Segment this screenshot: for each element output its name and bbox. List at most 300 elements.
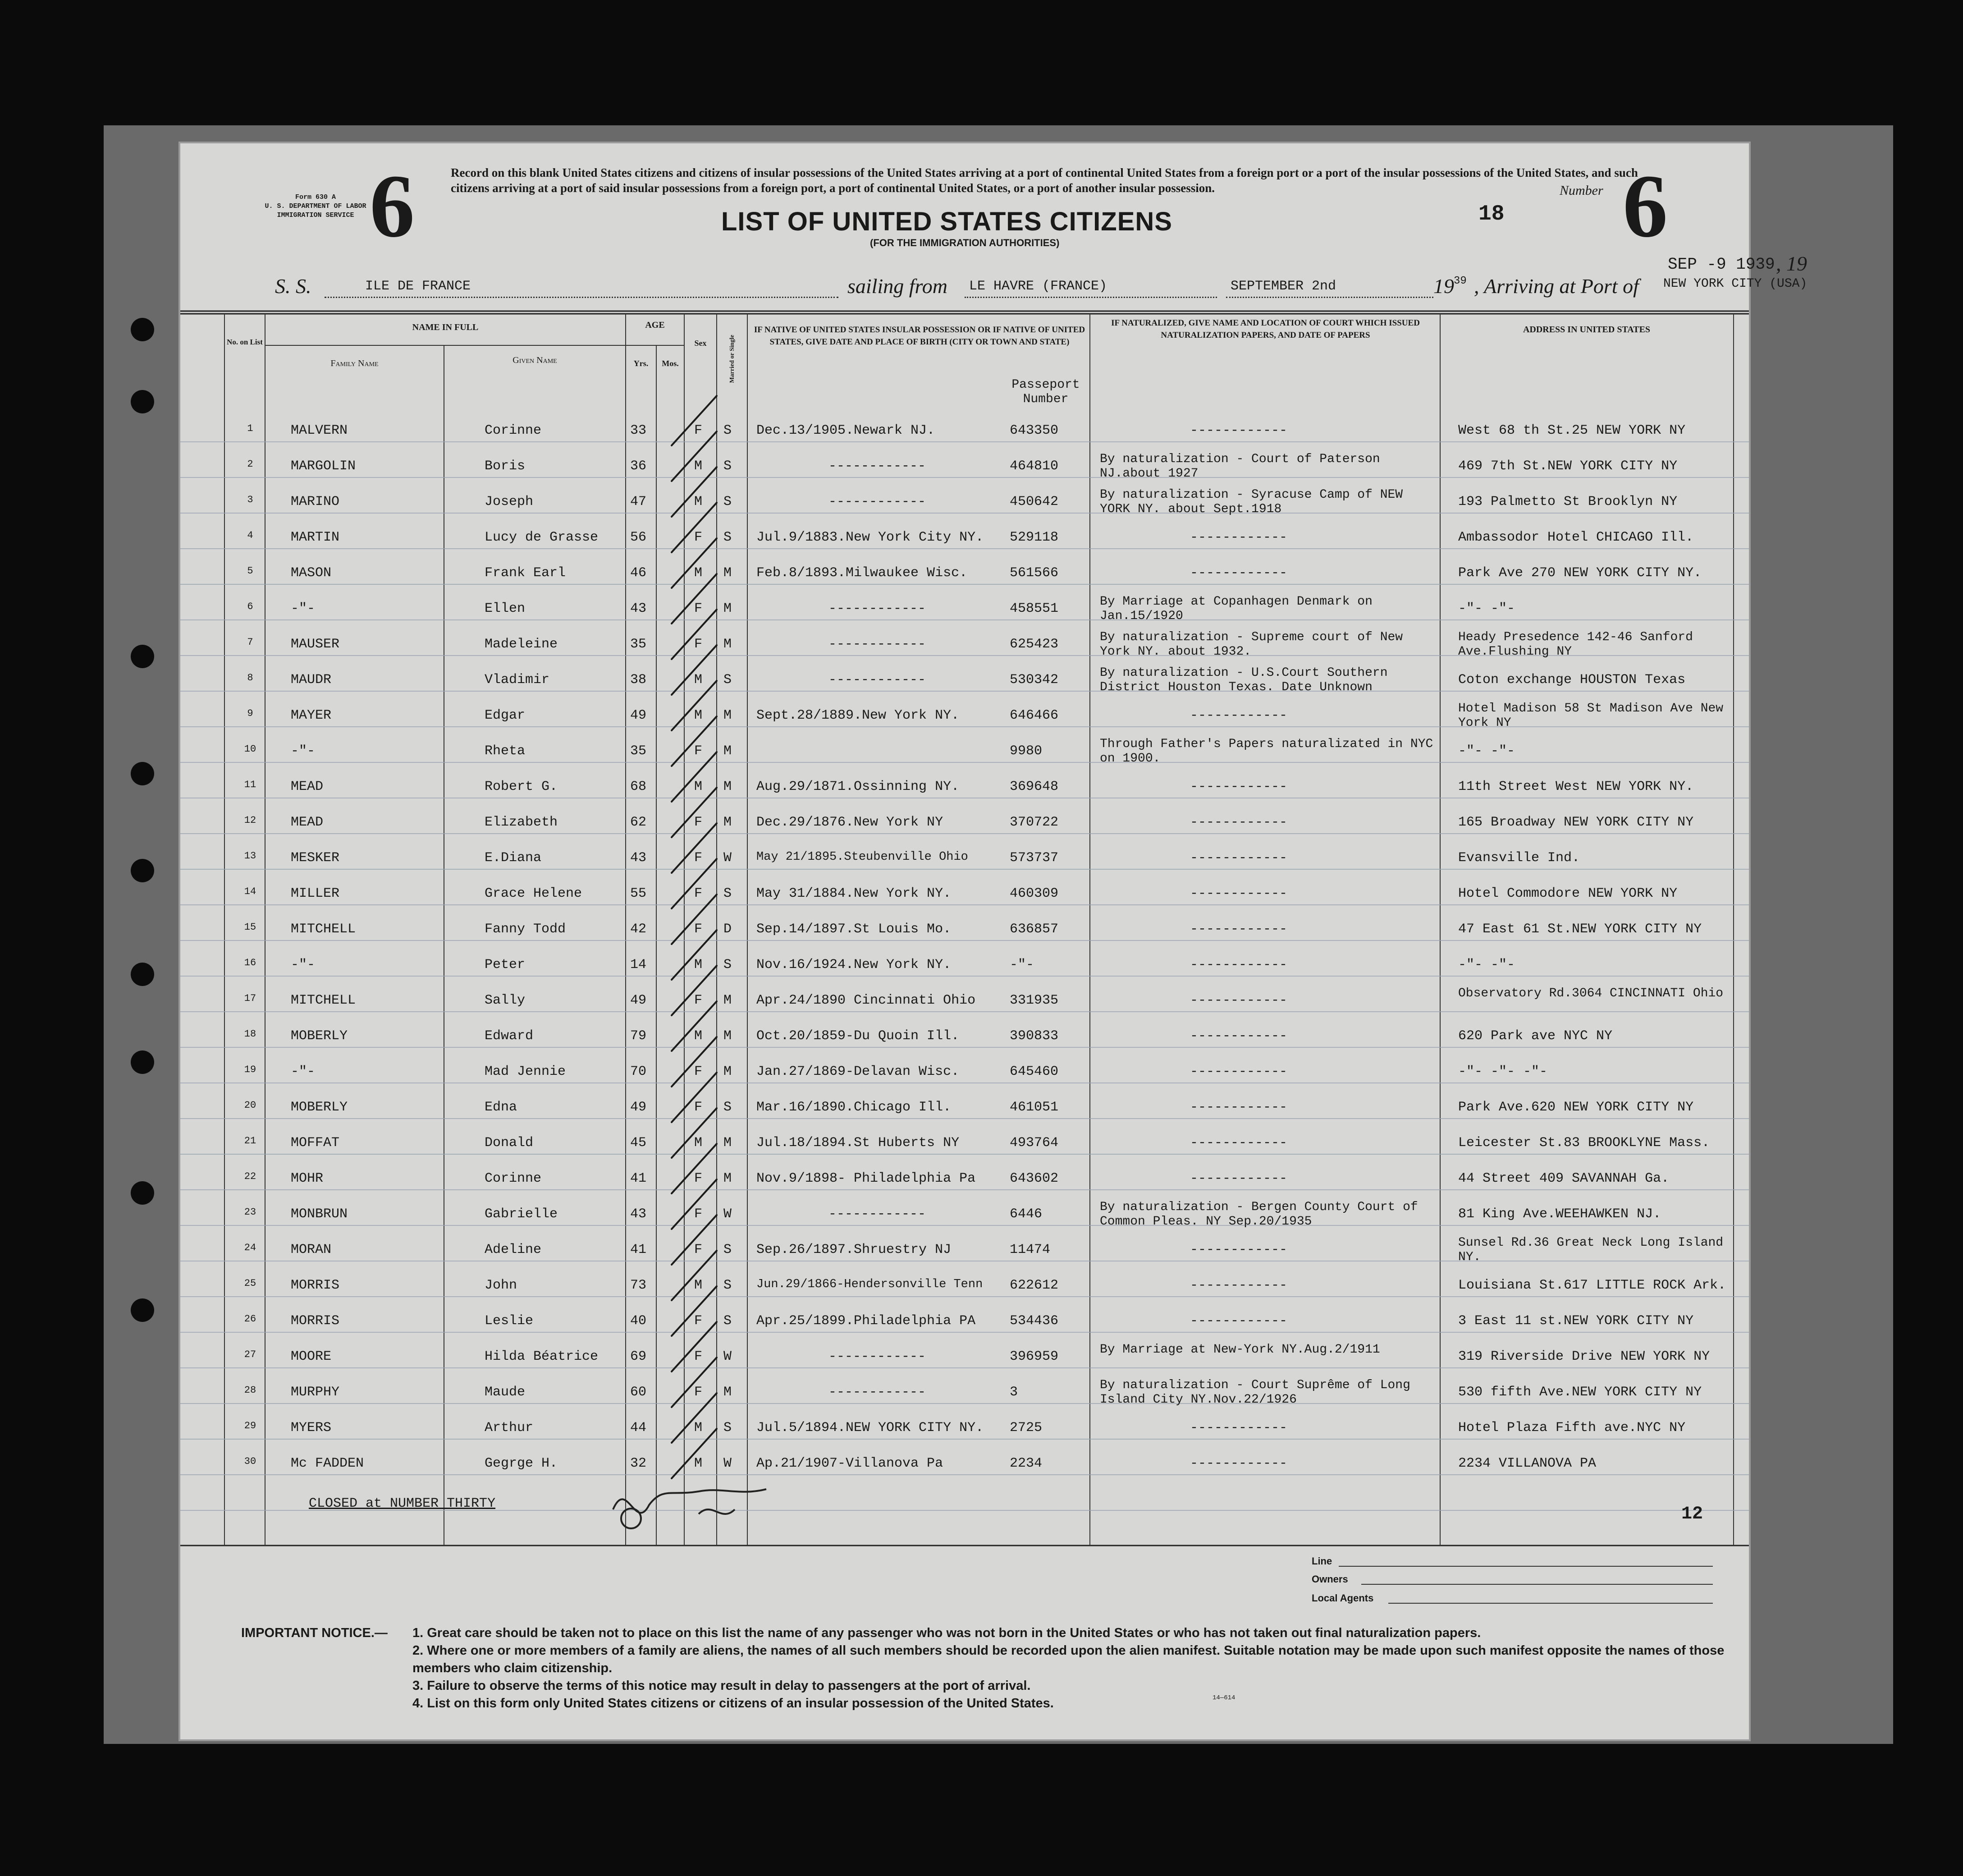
family-name: MOBERLY [291,1100,348,1115]
given-name: Hilda Béatrice [485,1349,599,1364]
marital-status: M [723,708,732,723]
naturalization-detail: ------------ [1190,565,1288,581]
passport-number: 461051 [1010,1100,1059,1115]
row-number: 13 [244,850,256,862]
row-number: 20 [244,1100,256,1111]
passport-number: 573737 [1010,850,1059,866]
sex: M [694,459,703,474]
passport-number: 2234 [1010,1456,1043,1471]
given-name: Grace Helene [485,886,582,901]
given-name: Edna [485,1100,517,1115]
family-name: -"- [291,743,316,759]
header-family-name: Family Name [330,358,379,368]
naturalization-detail: ------------ [1190,886,1288,901]
birth-date-place: ------------ [828,459,926,474]
birth-date-place: May 31/1884.New York NY. [756,886,952,901]
local-agents-label: Local Agents [1312,1592,1374,1604]
passport-number: -"- [1010,957,1034,972]
naturalization-detail: ------------ [1190,993,1288,1008]
family-name: Mc FADDEN [291,1456,364,1471]
age-years: 49 [630,708,647,723]
sex: F [694,1349,703,1364]
service-label: IMMIGRATION SERVICE [277,211,354,219]
family-name: -"- [291,1064,316,1079]
sex: F [694,886,703,901]
row-number: 18 [244,1028,256,1040]
age-years: 56 [630,530,647,545]
birth-date-place: Jul.18/1894.St Huberts NY [756,1135,960,1151]
age-years: 43 [630,1206,647,1222]
binder-hole [131,645,154,668]
binder-hole [131,390,154,413]
marital-status: S [723,459,732,474]
arrival-date-stamp: SEP -9 1939 [1668,255,1775,274]
header-married-single: Married or Single [729,335,736,383]
us-address: Hotel Plaza Fifth ave.NYC NY [1458,1420,1686,1436]
family-name: MEAD [291,779,324,794]
us-address: 530 fifth Ave.NEW YORK CITY NY [1458,1385,1702,1400]
departure-port: LE HAVRE (FRANCE) [969,279,1107,294]
birth-date-place: Jul.5/1894.NEW YORK CITY NY. [756,1420,984,1436]
marital-status: M [723,601,732,616]
age-years: 47 [630,494,647,509]
header-passport-number: Passeport Number [1011,378,1080,406]
passport-number: 11474 [1010,1242,1051,1257]
row-number: 12 [244,815,256,826]
age-years: 73 [630,1278,647,1293]
naturalization-detail: ------------ [1190,815,1288,830]
given-name: Vladimir [485,672,550,688]
passport-number: 493764 [1010,1135,1059,1151]
marital-status: S [723,1278,732,1293]
given-name: Joseph [485,494,534,509]
page-title: LIST OF UNITED STATES CITIZENS [721,207,1172,236]
marital-status: S [723,530,732,545]
birth-date-place: Aug.29/1871.Ossinning NY. [756,779,960,794]
us-address: Coton exchange HOUSTON Texas [1458,672,1686,688]
sex: M [694,1420,703,1436]
line-label: Line [1312,1555,1332,1567]
row-number: 10 [244,743,256,755]
binder-hole [131,318,154,341]
age-years: 33 [630,423,647,438]
row-number: 24 [244,1242,256,1253]
notice-items [412,1624,1747,1712]
marital-status: S [723,494,732,509]
birth-date-place: Sep.14/1897.St Louis Mo. [756,922,952,937]
passport-number: 622612 [1010,1278,1059,1293]
given-name: Corinne [485,1171,542,1186]
marital-status: M [723,743,732,759]
naturalization-detail: ------------ [1190,1242,1288,1257]
sex: M [694,565,703,581]
notice-lead: IMPORTANT NOTICE.— [241,1626,388,1640]
given-name: Mad Jennie [485,1064,566,1079]
birth-date-place: ------------ [828,672,926,688]
naturalization-detail: ------------ [1190,423,1288,438]
us-address: Observatory Rd.3064 CINCINNATI Ohio [1458,986,1724,1000]
family-name: MOORE [291,1349,332,1364]
sex: F [694,743,703,759]
sex: M [694,494,703,509]
given-name: Corinne [485,423,542,438]
header-no: No. on List [227,338,263,346]
age-years: 70 [630,1064,647,1079]
row-number: 4 [247,530,253,541]
naturalization-detail: Through Father's Papers naturalizated in NYC on 1900. [1100,737,1433,766]
row-number: 25 [244,1278,256,1289]
us-address: Sunsel Rd.36 Great Neck Long Island NY. [1458,1236,1724,1264]
birth-date-place: Jan.27/1869-Delavan Wisc. [756,1064,960,1079]
birth-date-place: Apr.25/1899.Philadelphia PA [756,1313,976,1329]
sailing-label: sailing from [847,275,947,298]
passport-number: 9980 [1010,743,1043,759]
sex: M [694,1278,703,1293]
birth-date-place: Mar.16/1890.Chicago Ill. [756,1100,952,1115]
naturalization-detail: By naturalization - Court of Paterson NJ.about 1927 [1100,452,1380,481]
family-name: MOHR [291,1171,324,1186]
passport-number: 530342 [1010,672,1059,688]
passport-number: 646466 [1010,708,1059,723]
form-number: Form 630 A [295,193,336,201]
age-years: 41 [630,1242,647,1257]
given-name: Edgar [485,708,526,723]
age-years: 49 [630,1100,647,1115]
us-address: 469 7th St.NEW YORK CITY NY [1458,459,1678,474]
family-name: MALVERN [291,423,348,438]
marital-status: S [723,1313,732,1329]
age-years: 32 [630,1456,647,1471]
form-print-code: 14—614 [1213,1694,1235,1702]
naturalization-detail: By naturalization - Court Suprême of Long Island City NY.Nov.22/1926 [1100,1378,1410,1407]
passport-number: 561566 [1010,565,1059,581]
birth-date-place: Apr.24/1890 Cincinnati Ohio [756,993,976,1008]
sex: F [694,1242,703,1257]
binder-hole [131,1298,154,1322]
page-subtitle: (FOR THE IMMIGRATION AUTHORITIES) [870,237,1060,248]
row-number: 22 [244,1171,256,1182]
age-years: 45 [630,1135,647,1151]
row-number: 11 [244,779,256,790]
naturalization-detail: ------------ [1190,1420,1288,1436]
family-name: MAUDR [291,672,332,688]
us-address: -"- -"- -"- [1458,1064,1548,1079]
header-naturalization: IF NATURALIZED, GIVE NAME AND LOCATION OF COURT WHICH ISSUED NATURALIZATION PAPERS, AND DATE OF PAPERS [1111,318,1420,340]
age-years: 35 [630,637,647,652]
marital-status: S [723,1100,732,1115]
naturalization-detail: ------------ [1190,1313,1288,1329]
age-years: 40 [630,1313,647,1329]
given-name: Adeline [485,1242,542,1257]
naturalization-detail: By naturalization - U.S.Court Southern District Houston Texas. Date Unknown [1100,666,1388,694]
row-number: 2 [247,459,253,470]
naturalization-detail: ------------ [1190,922,1288,937]
sex: M [694,708,703,723]
passport-number: 645460 [1010,1064,1059,1079]
departure-year: 39 [1454,275,1467,287]
age-years: 60 [630,1385,647,1400]
marital-status: W [723,850,732,866]
given-name: John [485,1278,517,1293]
birth-date-place: Nov.16/1924.New York NY. [756,957,952,972]
birth-date-place: Jul.9/1883.New York City NY. [756,530,984,545]
marital-status: M [723,637,732,652]
age-years: 55 [630,886,647,901]
passport-number: 370722 [1010,815,1059,830]
marital-status: M [723,565,732,581]
birth-date-place: Sept.28/1889.New York NY. [756,708,960,723]
marital-status: M [723,1028,732,1044]
us-address: Park Ave 270 NEW YORK CITY NY. [1458,565,1702,581]
us-address: 47 East 61 St.NEW YORK CITY NY [1458,922,1702,937]
sex: F [694,815,703,830]
passport-number: 390833 [1010,1028,1059,1044]
sex: F [694,1064,703,1079]
age-years: 43 [630,601,647,616]
number-label: Number [1560,183,1603,198]
birth-date-place: May 21/1895.Steubenville Ohio [756,850,968,864]
row-number: 3 [247,494,253,505]
family-name: MESKER [291,850,340,866]
age-years: 68 [630,779,647,794]
sex: F [694,1100,703,1115]
sex: F [694,993,703,1008]
family-name: MORRIS [291,1278,340,1293]
passport-number: 369648 [1010,779,1059,794]
us-address: 3 East 11 st.NEW YORK CITY NY [1458,1313,1694,1329]
passport-number: 331935 [1010,993,1059,1008]
binder-hole [131,762,154,785]
row-number: 16 [244,957,256,968]
sex: F [694,1171,703,1186]
passport-number: 6446 [1010,1206,1043,1222]
marital-status: M [723,1064,732,1079]
sex: M [694,672,703,688]
birth-date-place: Jun.29/1866-Hendersonville Tenn [756,1278,983,1291]
birth-date-place: ------------ [828,601,926,616]
binder-hole [131,1181,154,1205]
naturalization-detail: By Marriage at Copanhagen Denmark on Jan.15/1920 [1100,595,1373,623]
family-name: MARINO [291,494,340,509]
header-age: AGE [645,320,665,330]
row-number: 19 [244,1064,256,1075]
family-name: MASON [291,565,332,581]
marital-status: W [723,1456,732,1471]
passport-number: 396959 [1010,1349,1059,1364]
header-yrs: Yrs. [633,359,649,368]
list-stamp-number: 18 [1478,202,1505,226]
marital-status: M [723,815,732,830]
page-number: 12 [1681,1504,1703,1524]
us-address: West 68 th St.25 NEW YORK NY [1458,423,1686,438]
row-number: 26 [244,1313,256,1325]
age-years: 79 [630,1028,647,1044]
row-number: 14 [244,886,256,897]
us-address: 44 Street 409 SAVANNAH Ga. [1458,1171,1670,1186]
us-address: -"- -"- [1458,743,1515,759]
naturalization-detail: ------------ [1190,779,1288,794]
family-name: MITCHELL [291,922,356,937]
age-years: 35 [630,743,647,759]
us-address: Ambassodor Hotel CHICAGO Ill. [1458,530,1694,545]
marital-status: M [723,1135,732,1151]
binder-hole [131,859,154,882]
given-name: Peter [485,957,526,972]
family-name: -"- [291,957,316,972]
age-years: 36 [630,459,647,474]
notice-item: 1. Great care should be taken not to place on this list the name of any passenger who was not born in the United States or who has not taken out final naturalization papers. [412,1626,1481,1640]
family-name: -"- [291,601,316,616]
birth-date-place: ------------ [828,1385,926,1400]
sex: F [694,601,703,616]
naturalization-detail: ------------ [1190,1135,1288,1151]
sheet-number-right: 6 [1623,156,1668,256]
sex: F [694,530,703,545]
sex: M [694,779,703,794]
age-years: 62 [630,815,647,830]
header-birth-place: IF NATIVE OF UNITED STATES INSULAR POSSESSION OR IF NATIVE OF UNITED STATES, GIVE DATE AND PLACE OF BIRTH (CITY OR TOWN AND STATE) [754,325,1085,347]
passport-number: 3 [1010,1385,1018,1400]
notice-item: 2. Where one or more members of a family are aliens, the names of all such members should be recorded upon the alien manifest. Suitable notation may be made upon such manifest opposite the names of those members who claim citizenship. [412,1643,1725,1675]
passport-number: 464810 [1010,459,1059,474]
passport-number: 2725 [1010,1420,1043,1436]
given-name: Gegrge H. [485,1456,558,1471]
marital-status: M [723,779,732,794]
given-name: Ellen [485,601,526,616]
row-number: 23 [244,1206,256,1218]
marital-status: W [723,1349,732,1364]
naturalization-detail: By Marriage at New-York NY.Aug.2/1911 [1100,1343,1380,1357]
marital-status: S [723,1242,732,1257]
naturalization-detail: By naturalization - Bergen County Court of Common Pleas. NY Sep.20/1935 [1100,1200,1418,1229]
family-name: MONBRUN [291,1206,348,1222]
row-number: 8 [247,672,253,683]
birth-date-place: Nov.9/1898- Philadelphia Pa [756,1171,976,1186]
manifest-sheet [180,143,1807,1739]
us-address: -"- -"- [1458,957,1515,972]
given-name: Frank Earl [485,565,566,581]
header-name-in-full: NAME IN FULL [412,322,479,332]
marital-status: M [723,993,732,1008]
birth-date-place: Feb.8/1893.Milwaukee Wisc. [756,565,968,581]
sex: F [694,1313,703,1329]
naturalization-detail: ------------ [1190,530,1288,545]
marital-status: S [723,1420,732,1436]
sex: F [694,850,703,866]
naturalization-detail: By naturalization - Supreme court of New York NY. about 1932. [1100,630,1403,659]
us-address: Heady Presedence 142-46 Sanford Ave.Flushing NY [1458,630,1693,659]
family-name: MILLER [291,886,340,901]
sex: M [694,957,703,972]
us-address: Park Ave.620 NEW YORK CITY NY [1458,1100,1694,1115]
header-given-name: Given Name [512,355,557,365]
footer-rules [180,143,1749,1739]
naturalization-detail: By naturalization - Syracuse Camp of NEW YORK NY. about Sept.1918 [1100,488,1403,516]
given-name: Robert G. [485,779,558,794]
age-years: 43 [630,850,647,866]
ship-name: ILE DE FRANCE [365,279,471,294]
naturalization-detail: ------------ [1190,957,1288,972]
given-name: Maude [485,1385,526,1400]
family-name: MARGOLIN [291,459,356,474]
ss-label: S. S. [275,275,311,298]
us-address: Louisiana St.617 LITTLE ROCK Ark. [1458,1278,1726,1293]
sex: M [694,1456,703,1471]
naturalization-detail: ------------ [1190,1171,1288,1186]
passport-number: 625423 [1010,637,1059,652]
family-name: MEAD [291,815,324,830]
row-number: 5 [247,565,253,577]
birth-date-place: ------------ [828,1349,926,1364]
family-name: MORRIS [291,1313,340,1329]
birth-date-place: Dec.29/1876.New York NY [756,815,943,830]
us-address: Evansville Ind. [1458,850,1580,866]
binder-hole [131,1050,154,1074]
sex: M [694,1028,703,1044]
row-number: 6 [247,601,253,612]
row-number: 29 [244,1420,256,1431]
naturalization-detail: ------------ [1190,1278,1288,1293]
birth-date-place: Ap.21/1907-Villanova Pa [756,1456,943,1471]
given-name: Leslie [485,1313,534,1329]
given-name: Donald [485,1135,534,1151]
sex: F [694,1206,703,1222]
passport-number: 450642 [1010,494,1059,509]
age-years: 49 [630,993,647,1008]
naturalization-detail: ------------ [1190,1456,1288,1471]
age-years: 38 [630,672,647,688]
given-name: Boris [485,459,526,474]
us-address: Hotel Madison 58 St Madison Ave New York NY [1458,702,1724,730]
birth-date-place: Oct.20/1859-Du Quoin Ill. [756,1028,960,1044]
us-address: 11th Street West NEW YORK NY. [1458,779,1694,794]
marital-status: S [723,957,732,972]
us-address: 165 Broadway NEW YORK CITY NY [1458,815,1694,830]
row-number: 28 [244,1385,256,1396]
row-number: 30 [244,1456,256,1467]
sex: F [694,423,703,438]
passport-number: 643350 [1010,423,1059,438]
us-address: -"- -"- [1458,601,1515,616]
header-address: ADDRESS IN UNITED STATES [1523,325,1651,335]
family-name: MOFFAT [291,1135,340,1151]
sex: M [694,1135,703,1151]
birth-date-place: ------------ [828,494,926,509]
age-years: 14 [630,957,647,972]
passport-number: 458551 [1010,601,1059,616]
given-name: Fanny Todd [485,922,566,937]
birth-date-place: Sep.26/1897.Shruestry NJ [756,1242,952,1257]
owners-label: Owners [1312,1573,1348,1585]
family-name: MAUSER [291,637,340,652]
given-name: Rheta [485,743,526,759]
family-name: MURPHY [291,1385,340,1400]
row-number: 27 [244,1349,256,1360]
row-number: 15 [244,922,256,933]
naturalization-detail: ------------ [1190,1064,1288,1079]
row-number: 17 [244,993,256,1004]
year-label: 19 [1433,275,1454,298]
age-years: 44 [630,1420,647,1436]
given-name: Madeleine [485,637,558,652]
us-address: 193 Palmetto St Brooklyn NY [1458,494,1678,509]
given-name: Lucy de Grasse [485,530,599,545]
naturalization-detail: ------------ [1190,708,1288,723]
department-label: U. S. DEPARTMENT OF LABOR [265,202,366,210]
passport-number: 529118 [1010,530,1059,545]
given-name: Sally [485,993,526,1008]
departure-date: SEPTEMBER 2nd [1231,279,1336,294]
